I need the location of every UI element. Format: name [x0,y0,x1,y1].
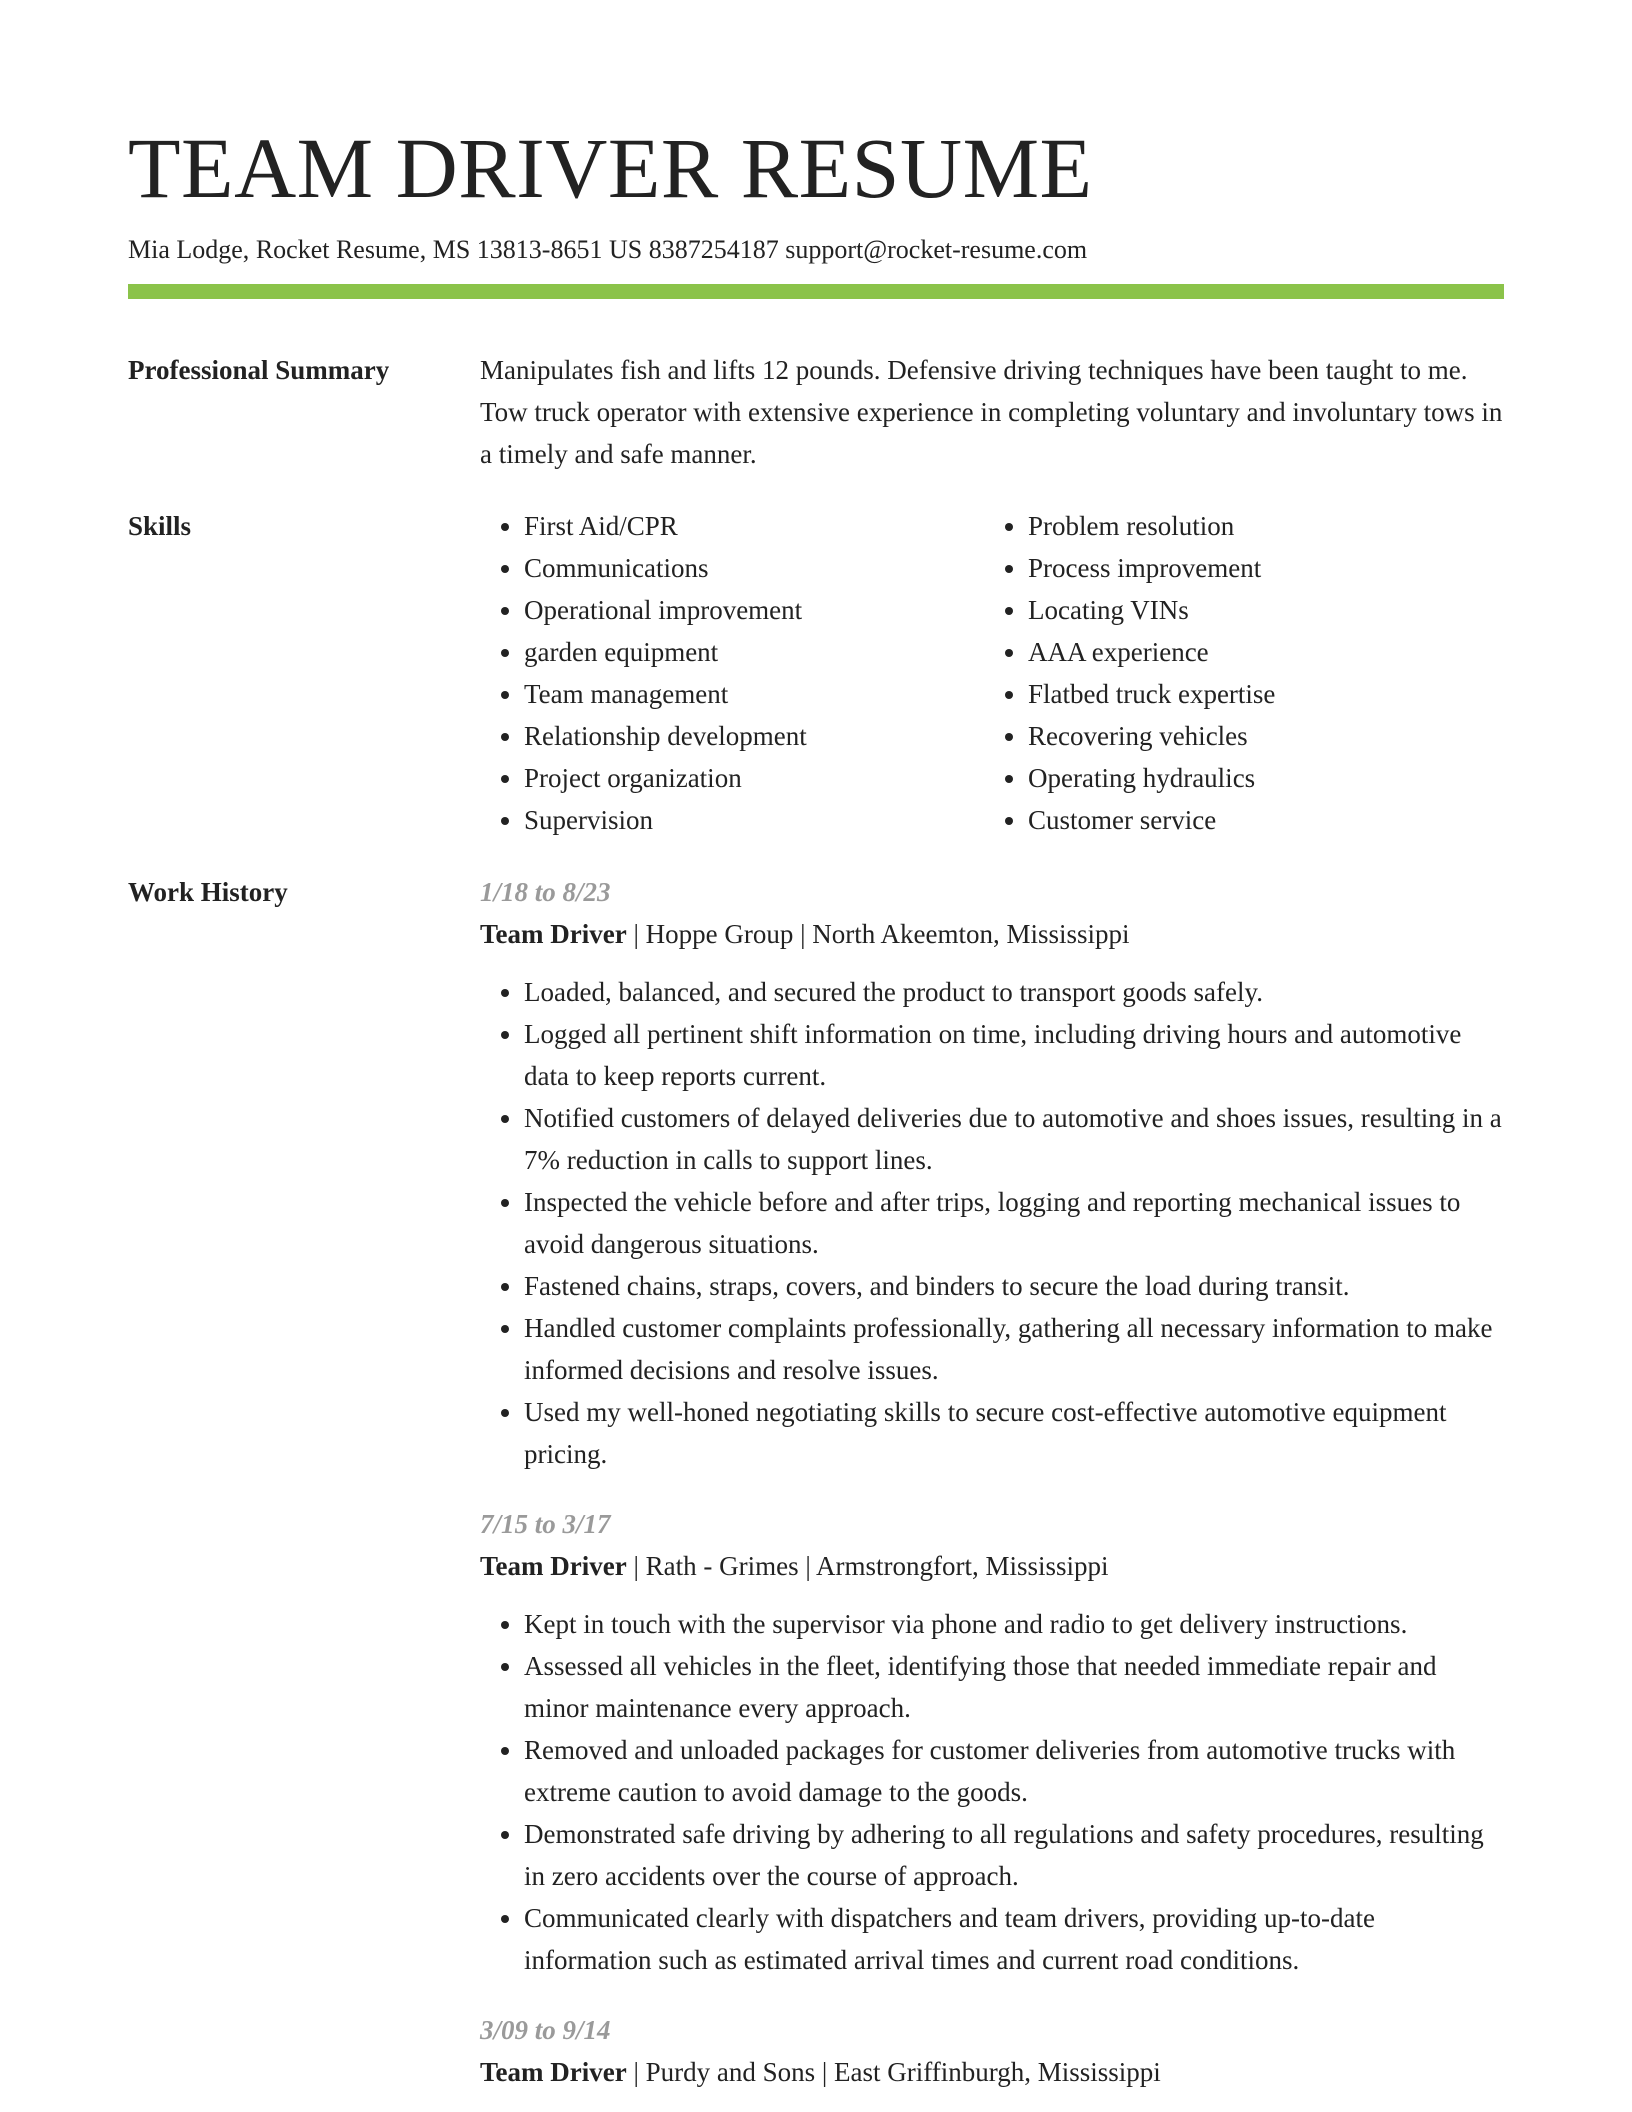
contact-email[interactable]: support@rocket-resume.com [785,235,1088,264]
job-bullets [480,1603,1504,1981]
resume-page [128,118,1504,2093]
job-heading [480,913,1504,955]
skill-item: • Operational improvement [524,589,984,631]
skill-item: • Flatbed truck expertise [1028,673,1508,715]
section-label-work-history: Work History [128,877,288,907]
skills-list-left [480,505,984,841]
job-dates: 1/18 to 8/23 [480,877,611,907]
skills-section [128,505,1504,841]
resume-title: TEAM DRIVER RESUME [128,120,1093,216]
skill-item: • Team management [524,673,984,715]
job-bullet: • Demonstrated safe driving by adhering to all regulations and safety procedures, resulting in zero accidents over the course of approach. [524,1813,1504,1897]
summary-text: Manipulates fish and lifts 12 pounds. Defensive driving techniques have been taught to me. Tow truck operator with extensive experience in completing voluntary and involuntary tows in a timely and safe manner. [480,355,1503,469]
skill-item: • Project organization [524,757,984,799]
job-bullet: • Kept in touch with the supervisor via phone and radio to get delivery instructions. [524,1603,1504,1645]
contact-phone: 8387254187 [648,235,779,264]
job-heading [480,1545,1504,1587]
summary-section [128,349,1504,475]
skill-item: • Process improvement [1028,547,1508,589]
skill-item: • Supervision [524,799,984,841]
job-dates: 3/09 to 9/14 [480,2015,611,2045]
job-bullet: • Loaded, balanced, and secured the product to transport goods safely. [524,971,1504,1013]
job-bullet: • Removed and unloaded packages for customer deliveries from automotive trucks with extreme caution to avoid damage to the goods. [524,1729,1504,1813]
job-bullet: • Assessed all vehicles in the fleet, identifying those that needed immediate repair and minor maintenance every approach. [524,1645,1504,1729]
job-dates: 7/15 to 3/17 [480,1509,611,1539]
skill-item: • Operating hydraulics [1028,757,1508,799]
job-company-location: | Hoppe Group | North Akeemton, Mississippi [626,919,1130,949]
job-entry [480,1503,1504,1981]
job-bullet: • Logged all pertinent shift information on time, including driving hours and automotive data to keep reports current. [524,1013,1504,1097]
contact-name: Mia Lodge, [128,235,250,264]
job-list [480,871,1504,2093]
contact-line [128,230,1504,270]
skill-item: • Problem resolution [1028,505,1508,547]
skill-item: • First Aid/CPR [524,505,984,547]
skill-item: • Communications [524,547,984,589]
skill-item: • garden equipment [524,631,984,673]
job-bullet: • Handled customer complaints professionally, gathering all necessary information to make informed decisions and resolve issues. [524,1307,1504,1391]
job-entry [480,871,1504,1475]
job-heading [480,2051,1504,2093]
job-title: Team Driver [480,1551,627,1581]
job-bullet: • Communicated clearly with dispatchers and team drivers, providing up-to-date information such as estimated arrival times and current road conditions. [524,1897,1504,1981]
skill-item: • Relationship development [524,715,984,757]
job-bullet: • Used my well-honed negotiating skills to secure cost-effective automotive equipment pricing. [524,1391,1504,1475]
job-title: Team Driver [480,2057,627,2087]
job-bullets [480,971,1504,1475]
job-bullet: • Notified customers of delayed deliveries due to automotive and shoes issues, resulting in a 7% reduction in calls to support lines. [524,1097,1504,1181]
job-bullet: • Inspected the vehicle before and after trips, logging and reporting mechanical issues to avoid dangerous situations. [524,1181,1504,1265]
section-label-summary: Professional Summary [128,355,390,385]
accent-divider [128,284,1504,299]
work-history-section [128,871,1504,2093]
job-company-location: | Rath - Grimes | Armstrongfort, Mississippi [626,1551,1109,1581]
skills-list-right [984,505,1508,841]
job-title: Team Driver [480,919,627,949]
skill-item: • Locating VINs [1028,589,1508,631]
job-bullet: • Fastened chains, straps, covers, and binders to secure the load during transit. [524,1265,1504,1307]
section-label-skills: Skills [128,511,192,541]
job-company-location: | Purdy and Sons | East Griffinburgh, Mississippi [626,2057,1161,2087]
skill-item: • Recovering vehicles [1028,715,1508,757]
skill-item: • Customer service [1028,799,1508,841]
skill-item: • AAA experience [1028,631,1508,673]
job-entry [480,2009,1504,2093]
contact-address: Rocket Resume, MS 13813-8651 US [255,235,643,264]
